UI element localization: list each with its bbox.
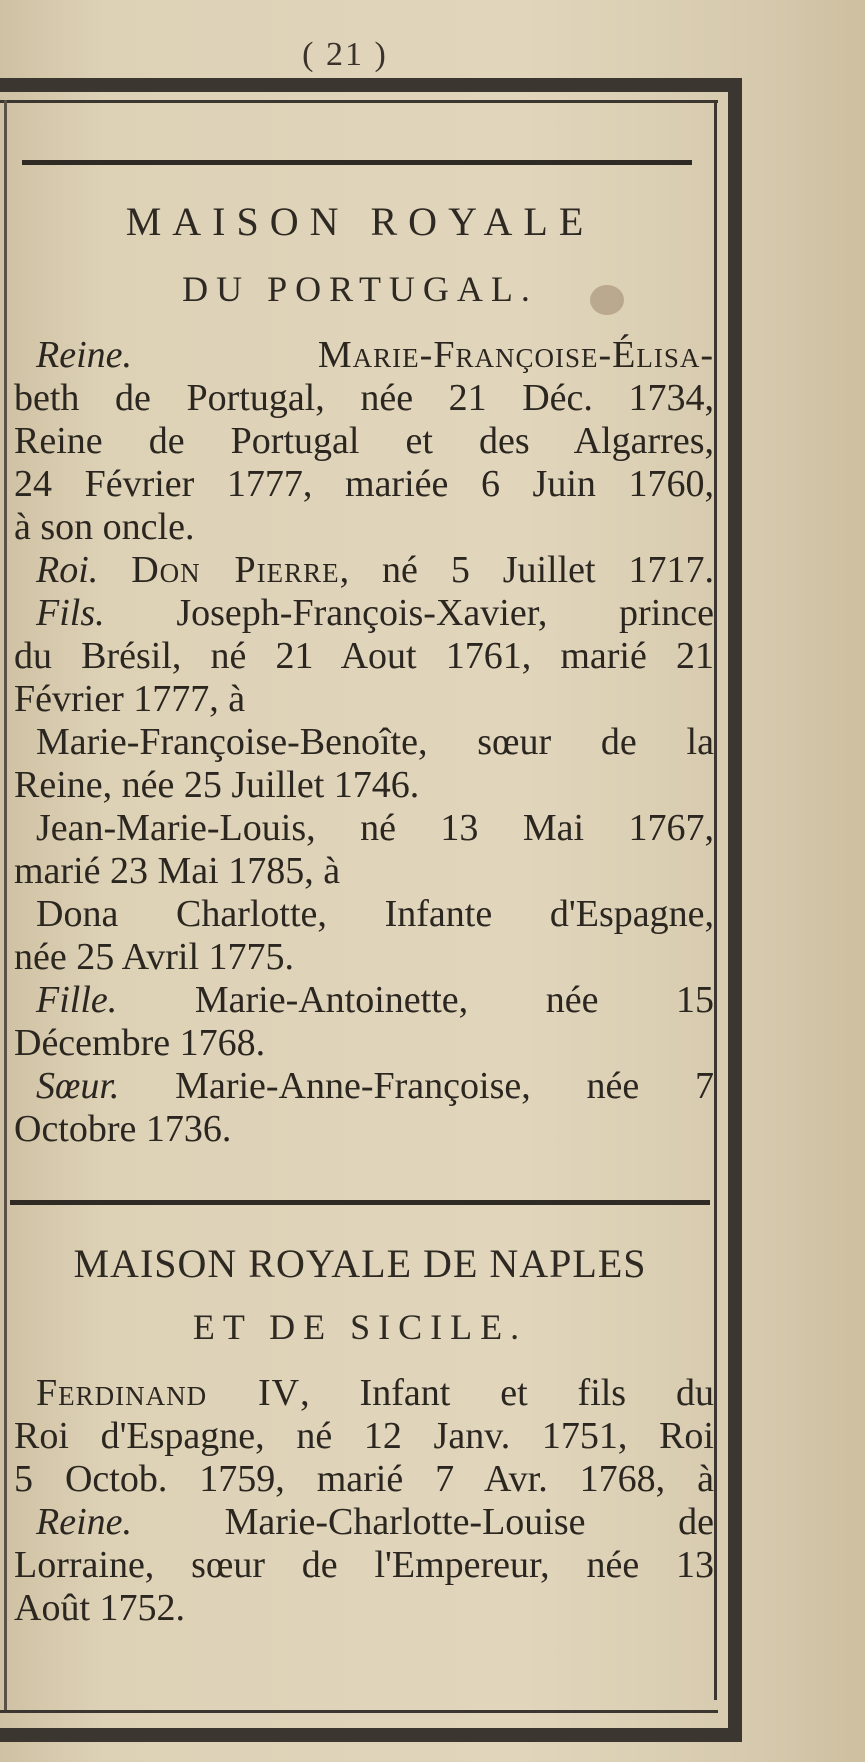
fils-line-1	[14, 592, 714, 635]
naples-reine-label: Reine.	[36, 1501, 133, 1543]
soeur-label: Sœur.	[36, 1065, 120, 1107]
naples-roi-name: Ferdinand IV	[36, 1372, 301, 1414]
naples-reine-line-2: Lorraine, sœur de l'Empereur, née 13	[14, 1544, 714, 1586]
fils-text-1: Joseph-François-Xavier, prince	[176, 592, 714, 634]
reine-line-5: à son oncle.	[14, 506, 195, 548]
frame-right-thin-rule	[714, 100, 717, 1700]
roi-name: Don Pierre	[131, 549, 340, 591]
soeur-text-1: Marie-Anne-Françoise, née 7	[175, 1065, 714, 1107]
roi-rest: , né 5 Juillet 1717.	[339, 549, 714, 591]
reine-line-2: beth de Portugal, née 21 Déc. 1734,	[14, 377, 714, 419]
naples-heading-line2: ET DE SICILE.	[192, 1307, 528, 1347]
section-divider-top	[22, 160, 692, 165]
naples-entries	[14, 1372, 714, 1630]
fille-label: Fille.	[36, 979, 118, 1021]
fils-line-9: née 25 Avril 1775.	[14, 936, 295, 978]
reine-line-3: Reine de Portugal et des Algarres,	[14, 420, 714, 462]
frame-bottom-thick-rule	[0, 1728, 742, 1742]
frame-bottom-thin-rule	[0, 1710, 718, 1713]
reine-name: Marie-Françoise-Élisa-	[317, 334, 714, 376]
roi-line	[14, 549, 714, 592]
page-number: ( 21 )	[302, 36, 388, 73]
naples-roi-line-3: 5 Octob. 1759, marié 7 Avr. 1768, à	[14, 1458, 714, 1500]
fils-line-8: Dona Charlotte, Infante d'Espagne,	[36, 893, 714, 935]
portugal-entries	[14, 334, 714, 1151]
fils-line-6: Jean-Marie-Louis, né 13 Mai 1767,	[36, 807, 714, 849]
fils-line-2: du Brésil, né 21 Aout 1761, marié 21	[14, 635, 714, 677]
fils-line-3: Février 1777, à	[14, 678, 246, 720]
fils-line-5: Reine, née 25 Juillet 1746.	[14, 764, 420, 806]
roi-label: Roi.	[36, 549, 99, 591]
fille-line-2: Décembre 1768.	[14, 1022, 266, 1064]
frame-right-thick-rule	[728, 78, 742, 1728]
fils-line-7: marié 23 Mai 1785, à	[14, 850, 341, 892]
portugal-heading-line1: MAISON ROYALE	[125, 199, 595, 244]
reine-line-4: 24 Février 1777, mariée 6 Juin 1760,	[14, 463, 714, 505]
soeur-line-1	[14, 1065, 714, 1108]
fils-label: Fils.	[36, 592, 105, 634]
fils-line-4: Marie-Françoise-Benoîte, sœur de la	[36, 721, 714, 763]
reine-line-1	[14, 334, 714, 377]
naples-reine-line-3: Août 1752.	[14, 1587, 185, 1629]
section-divider-naples	[10, 1200, 710, 1205]
frame-left-rule	[4, 100, 7, 1712]
naples-heading-line1: MAISON ROYALE DE NAPLES	[73, 1241, 647, 1286]
ink-stain	[590, 285, 624, 315]
frame-top-thin-rule	[0, 100, 718, 103]
fille-text-1: Marie-Antoinette, née 15	[194, 979, 715, 1021]
soeur-line-2: Octobre 1736.	[14, 1108, 232, 1150]
naples-roi-line-1	[14, 1372, 714, 1415]
portugal-heading-line2: DU PORTUGAL.	[182, 269, 538, 309]
naples-reine-line-1	[14, 1501, 714, 1544]
frame-top-thick-rule	[0, 78, 740, 92]
reine-label: Reine.	[36, 334, 133, 376]
naples-reine-text-1: Marie-Charlotte-Louise de	[224, 1501, 714, 1543]
naples-roi-line-2: Roi d'Espagne, né 12 Janv. 1751, Roi	[14, 1415, 714, 1457]
fille-line-1	[14, 979, 714, 1022]
naples-roi-rest: , Infant et fils du	[300, 1372, 715, 1414]
